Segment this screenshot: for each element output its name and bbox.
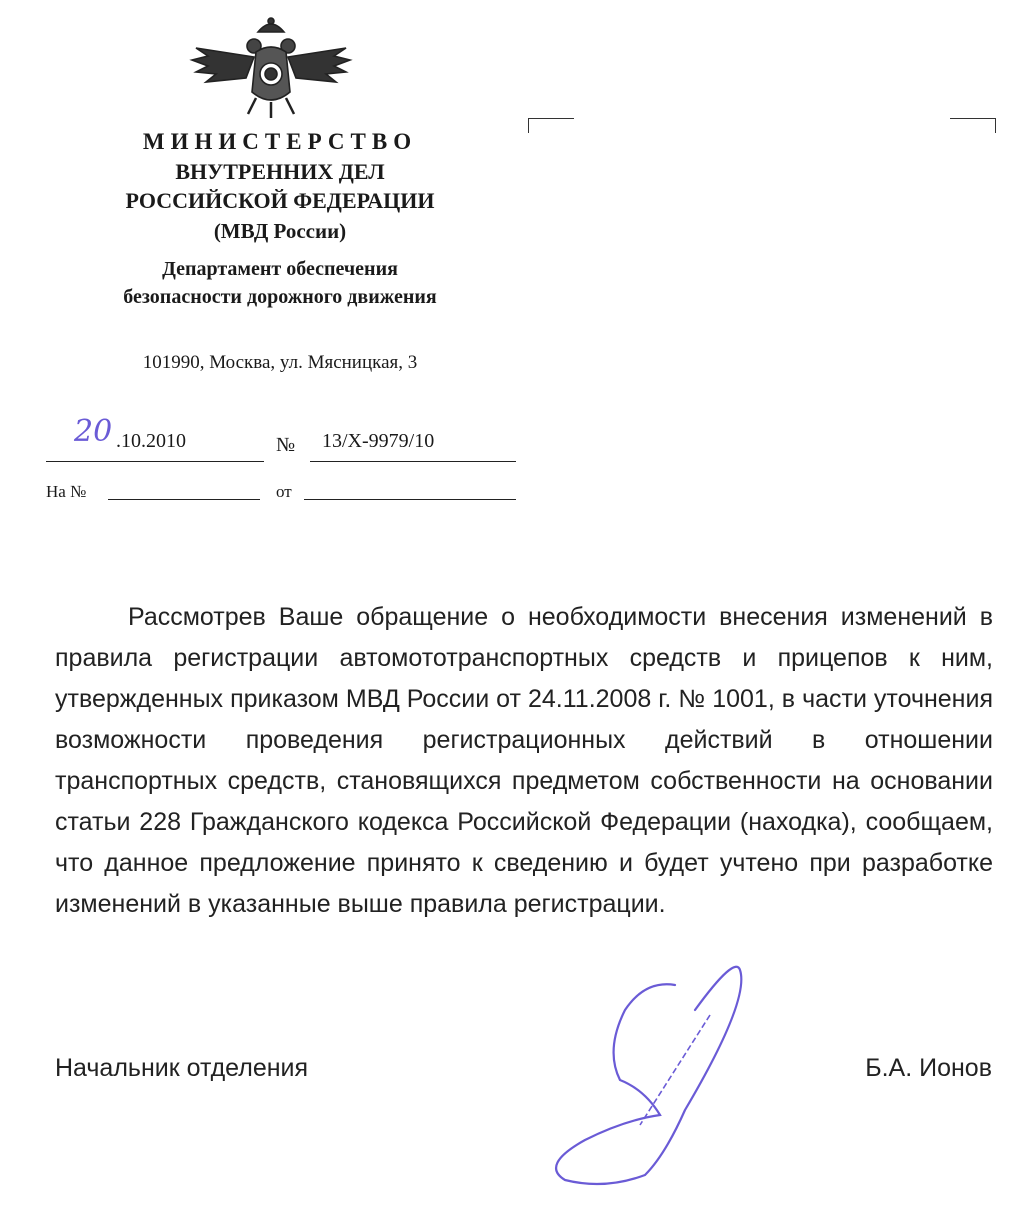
department-line1: Департамент обеспечения [162,258,398,280]
date-underline [46,461,264,462]
letter-paragraph: Рассмотрев Ваше обращение о необходимости внесения изменений в правила регистрации автомототранспортных средств и прицепов к ним, утвержденных приказом МВД России от 24.11.2008 г. № 1001, в части уточнения возможности проведения регистрационных действий в отношении транспортных средств, становящихся предметом собственности на основании статьи 228 Гражданского кодекса Российской Федерации (находка), сообщаем, что данное предложение принято к сведению и будет учтено при разработке изменений в указанные выше правила регистрации. [55,603,993,918]
number-underline [310,461,516,462]
letter-body [55,597,993,925]
reference-label: На № [46,482,87,501]
addressee-corner-right [950,118,996,133]
ministry-title-line2: ВНУТРЕННИХ ДЕЛ [175,159,385,184]
addressee-corner-left [528,118,574,133]
double-headed-eagle-emblem-icon [186,12,356,122]
number-sign: № [276,434,296,456]
ministry-abbreviation: (МВД России) [213,219,347,243]
reference-underline [108,499,260,500]
department-line2: безопасности дорожного движения [123,286,437,308]
outgoing-number: 13/Х-9979/10 [322,430,435,452]
handwritten-day: 20 [74,414,113,449]
ministry-title-line1: МИНИСТЕРСТВО [142,129,418,154]
outgoing-date: .10.2010 [116,430,186,452]
signer-position: Начальник отделения [55,1054,309,1082]
from-label: от [276,482,292,501]
signer-name: Б.А. Ионов [865,1054,992,1082]
address: 101990, Москва, ул. Мясницкая, 3 [142,352,418,373]
ministry-title-line3: РОССИЙСКОЙ ФЕДЕРАЦИИ [125,188,435,213]
from-underline [304,499,516,500]
handwritten-signature-icon [545,950,765,1190]
